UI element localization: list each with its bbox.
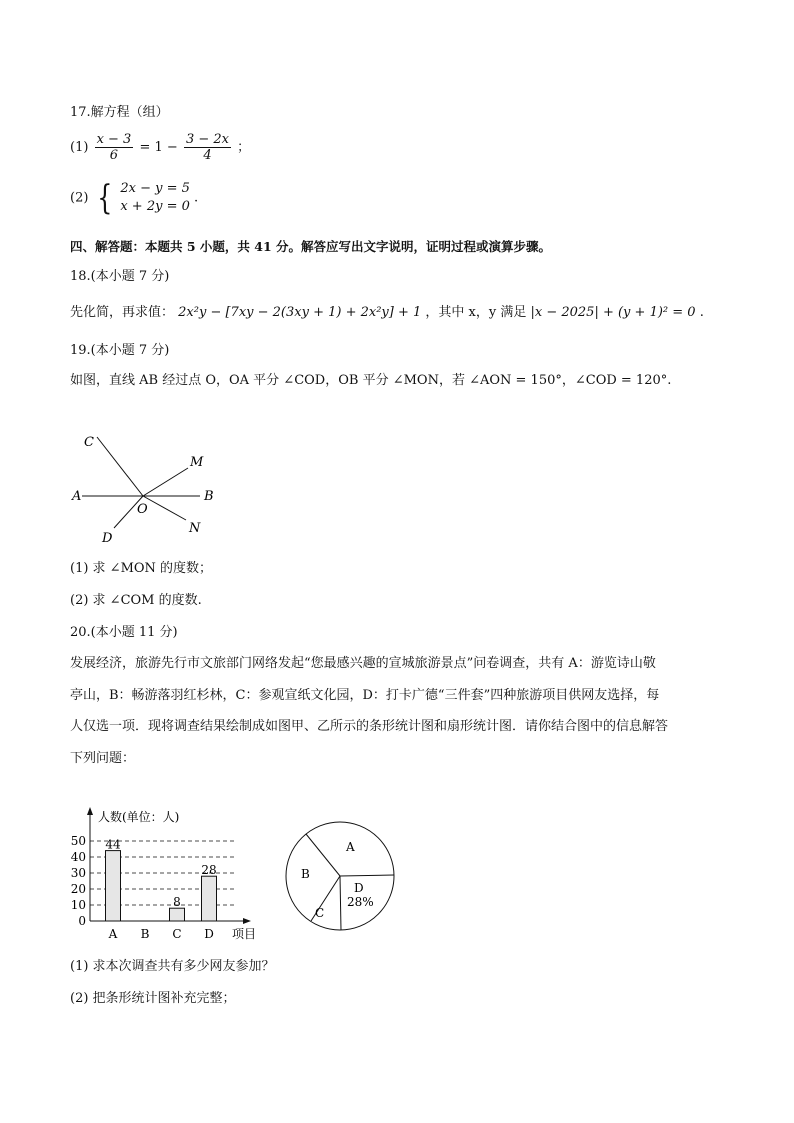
bar-chart-categories bbox=[108, 927, 214, 941]
q17-p1-end: ； bbox=[237, 140, 251, 155]
bar-value-label-a: 44 bbox=[105, 837, 121, 852]
bar-chart-y-ticks bbox=[71, 834, 86, 928]
angle-figure bbox=[60, 425, 230, 550]
q20-line2: 亭山，B：畅游落羽红杉林，C：参观宣纸文化园，D：打卡广德“三件套”四种旅游项目供网友选择，每 bbox=[70, 688, 660, 703]
q17-p1-rhs-numerator: 3 − 2x bbox=[185, 132, 229, 147]
q17-p2-end: . bbox=[194, 190, 199, 206]
q20-title: 20.(本小题 11 分) bbox=[70, 625, 178, 640]
q17-p1-rhs-fraction bbox=[184, 132, 231, 163]
q19-title: 19.(本小题 7 分) bbox=[70, 343, 170, 358]
x-category-label-b: B bbox=[140, 927, 150, 941]
q17-p1-lhs-fraction bbox=[95, 132, 134, 163]
bar-value-label-d: 28 bbox=[201, 863, 217, 878]
x-axis-arrow bbox=[243, 918, 251, 924]
q17-title: 17.解方程（组） bbox=[70, 105, 169, 120]
label-o: O bbox=[137, 502, 148, 517]
q17-p1-mid: = 1 − bbox=[139, 140, 178, 155]
pie-label-b: B bbox=[301, 867, 310, 881]
q18-title: 18.(本小题 7 分) bbox=[70, 269, 170, 284]
label-b: B bbox=[204, 489, 214, 504]
y-axis-arrow bbox=[87, 807, 93, 815]
q17-p2-eq2: x + 2y = 0 bbox=[120, 199, 190, 214]
y-tick-label: 0 bbox=[78, 914, 86, 928]
q19-part1: (1) 求 ∠MON 的度数； bbox=[70, 561, 213, 576]
x-category-label-d: D bbox=[204, 927, 214, 941]
ray-om bbox=[143, 468, 188, 496]
y-axis-label: 人数(单位：人) bbox=[98, 810, 180, 824]
ray-on bbox=[143, 496, 186, 520]
section4-header: 四、解答题：本题共 5 小题，共 41 分。解答应写出文字说明，证明过程或演算步骤。 bbox=[70, 239, 552, 254]
q17-p1-label: (1) bbox=[70, 140, 89, 155]
q18-text-b: ，其中 x，y 满足 bbox=[425, 305, 527, 320]
y-tick-label: 40 bbox=[70, 850, 86, 864]
q17-p2-system bbox=[120, 180, 190, 216]
q17-p2-eq1: 2x − y = 5 bbox=[120, 181, 190, 196]
q17-part1 bbox=[70, 132, 250, 163]
y-tick-label: 10 bbox=[70, 898, 86, 912]
y-tick-label: 20 bbox=[70, 882, 86, 896]
x-axis-label: 项目 bbox=[232, 927, 257, 941]
x-category-label-c: C bbox=[172, 927, 182, 941]
label-n: N bbox=[189, 521, 201, 536]
bar-chart bbox=[60, 805, 275, 945]
q17-p1-rhs-denominator: 4 bbox=[203, 148, 212, 163]
label-m: M bbox=[190, 455, 204, 470]
q19-statement: 如图，直线 AB 经过点 O，OA 平分 ∠COD，OB 平分 ∠MON，若 ∠AON = 150°，∠COD = 120°. bbox=[70, 373, 672, 388]
pie-chart bbox=[280, 820, 400, 940]
q17-p1-lhs-denominator: 6 bbox=[109, 148, 119, 163]
y-tick-label: 50 bbox=[70, 834, 86, 848]
q17-part2 bbox=[70, 180, 198, 216]
ray-oc bbox=[97, 437, 143, 496]
q20-line4: 下列问题： bbox=[70, 751, 136, 766]
bar-a bbox=[106, 851, 121, 921]
bar-c bbox=[170, 908, 185, 921]
q18-condition: |x − 2025| + (y + 1)² = 0 bbox=[530, 305, 696, 320]
q20-line3: 人仅选一项．现将调查结果绘制成如图甲、乙所示的条形统计图和扇形统计图．请你结合图中的信息解答 bbox=[70, 719, 669, 734]
bar-chart-bars bbox=[105, 838, 216, 921]
q18-end: . bbox=[699, 305, 704, 320]
q17-p2-label: (2) bbox=[70, 190, 89, 206]
pie-label-c: C bbox=[315, 906, 325, 920]
label-d: D bbox=[102, 531, 113, 546]
x-category-label-a: A bbox=[108, 927, 118, 941]
q18-statement bbox=[70, 304, 704, 322]
q20-line1: 发展经济，旅游先行市文旅部门网络发起“您最感兴趣的宣城旅游景点”问卷调查，共有 A：游览诗山敬 bbox=[70, 656, 656, 671]
bar-value-label-c: 8 bbox=[173, 895, 181, 910]
q18-text-a: 先化简，再求值： bbox=[70, 305, 175, 320]
q18-expression: 2x²y − [7xy − 2(3xy + 1) + 2x²y] + 1 bbox=[178, 305, 422, 320]
q19-part2: (2) 求 ∠COM 的度数. bbox=[70, 593, 202, 608]
y-tick-label: 30 bbox=[70, 866, 86, 880]
system-brace: { bbox=[96, 178, 112, 218]
q20-part1: (1) 求本次调查共有多少网友参加？ bbox=[70, 959, 275, 974]
pie-label-d: D bbox=[354, 881, 364, 895]
q17-p1-lhs-numerator: x − 3 bbox=[96, 132, 132, 147]
q20-part2: (2) 把条形统计图补充完整； bbox=[70, 991, 236, 1006]
label-a: A bbox=[72, 489, 82, 504]
bar-d bbox=[202, 876, 217, 921]
label-c: C bbox=[84, 435, 94, 450]
pie-label-a: A bbox=[346, 840, 355, 854]
pie-label-d-percent: 28% bbox=[347, 895, 374, 909]
